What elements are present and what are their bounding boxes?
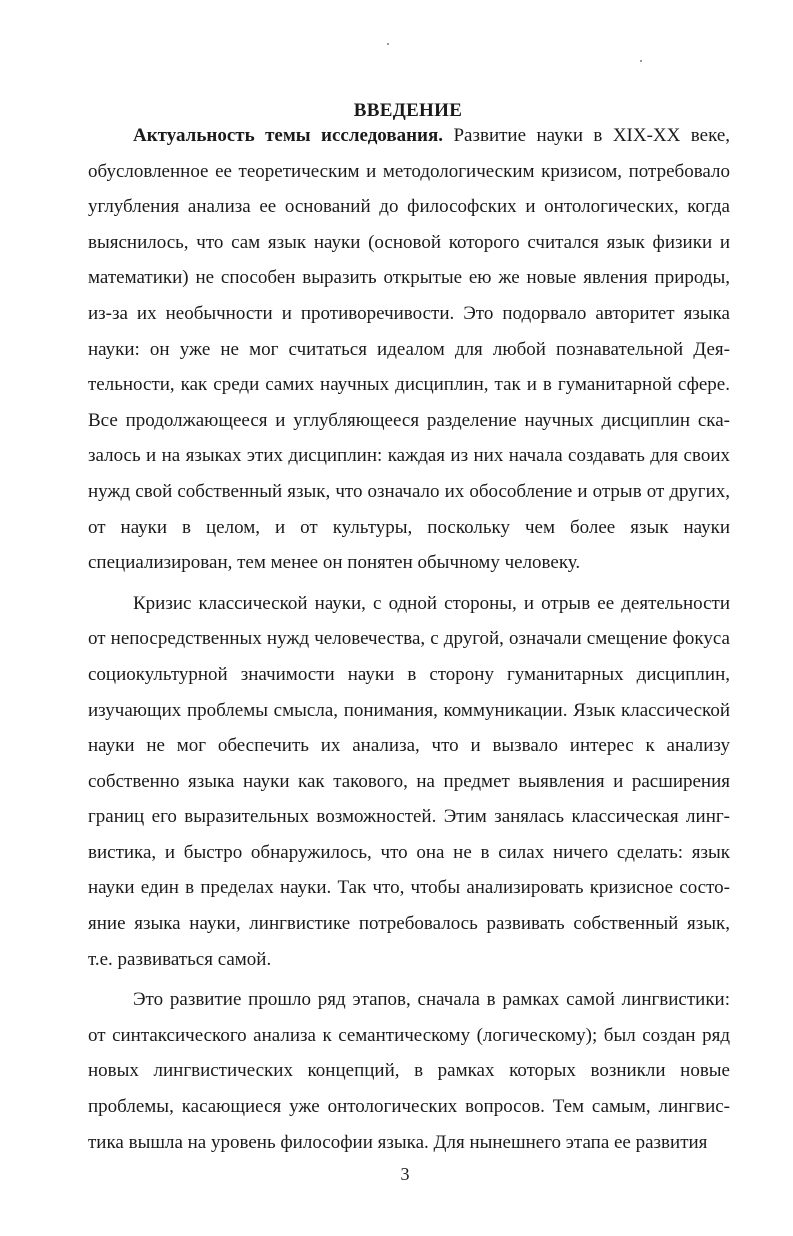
page-number: 3 bbox=[400, 1164, 410, 1184]
section-lead: Актуальность темы исследования. bbox=[133, 125, 444, 146]
paragraph-3 bbox=[88, 982, 730, 1160]
scan-speck bbox=[640, 60, 642, 62]
document-body bbox=[88, 118, 730, 1160]
paragraph-1 bbox=[88, 118, 730, 581]
paragraph-text: Кризис классической науки, с одной стороны, и отрыв ее деятельности от непосредственных нужд человечества, с другой, означали смещение фокуса социокультурной значимости науки в сторону гуманитарных дисциплин, изучающих проблемы смысла, понимания, коммуникации. Язык классической науки не мог обеспечить их анализа, что и вызвало интерес к анализу собственно языка науки как такового, на предмет выявления и расширения границ его выразительных возможностей. Этим занялась классическая лингвистика, и быстро обнаружилось, что она не в силах ничего сделать: язык науки един в пределах науки. Так что, чтобы анализировать кризисное состояние языка науки, лингвистике потребовалось развивать собственный язык, т.е. развиваться самой. bbox=[88, 592, 730, 970]
paragraph-text: Это развитие прошло ряд этапов, сначала в рамках самой лингвистики: от синтаксического анализа к семантическому (логическому); был создан ряд новых лингвистических концепций, в рамках которых возникли новые проблемы, касающиеся уже онтологических вопросов. Тем самым, лингвистика вышла на уровень философии языка. Для нынешнего этапа ее развития bbox=[88, 989, 730, 1153]
paragraph-text: Развитие науки в XIX-XX веке, обусловленное ее теоретическим и методологическим кризисом, потребовало углубления анализа ее оснований до философских и онтологических, когда выяснилось, что сам язык науки (основой которого считался язык физики и математики) не способен выразить открытые ею же новые явления природы, из-за их необычности и противоречивости. Это подорвало авторитет языка науки: он уже не мог считаться идеалом для любой познавательной Деятельности, как среди самих научных дисциплин, так и в гуманитарной сфере. Все продолжающееся и углубляющееся разделение научных дисциплин сказалось и на языках этих дисциплин: каждая из них начала создавать для своих нужд свой собственный язык, что означало их обособление и отрыв от других, от науки в целом, и от культуры, поскольку чем более язык науки специализирован, тем менее он понятен обычному человеку. bbox=[88, 125, 731, 574]
page-title: ВВЕДЕНИЕ bbox=[353, 99, 463, 121]
paragraph-2 bbox=[88, 586, 730, 978]
scan-speck bbox=[387, 43, 389, 45]
